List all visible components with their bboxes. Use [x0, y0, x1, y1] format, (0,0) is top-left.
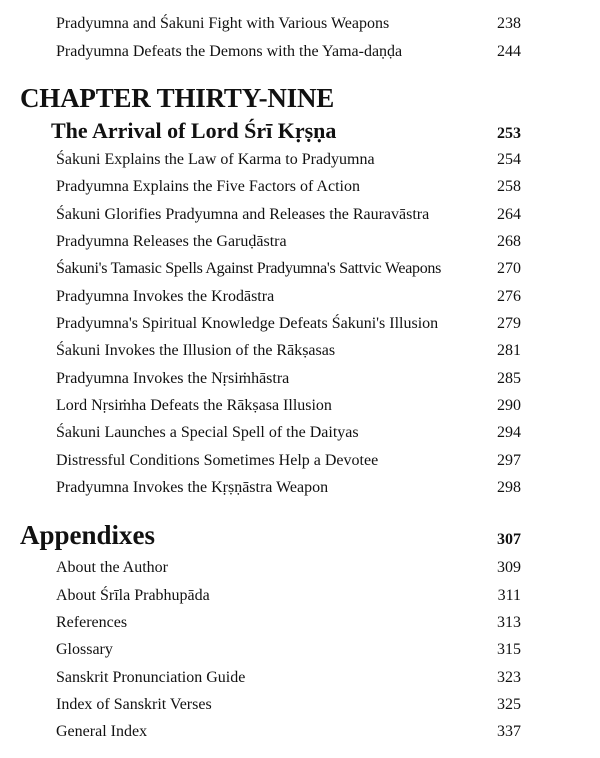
toc-entry-title: About Śrīla Prabhupāda: [56, 587, 210, 604]
toc-entry-title: Distressful Conditions Sometimes Help a Devotee: [56, 452, 379, 469]
toc-entry-title: Glossary: [56, 641, 113, 658]
toc-entry: [56, 586, 521, 606]
toc-entry-page: 323: [497, 669, 521, 686]
toc-entry-page: 264: [497, 206, 521, 223]
toc-entry-title: Index of Sanskrit Verses: [56, 696, 212, 713]
toc-entry-title: General Index: [56, 723, 148, 740]
toc-entry-page: 325: [497, 696, 521, 713]
toc-entry: [56, 205, 521, 225]
toc-entry: [56, 232, 521, 252]
toc-entry-page: 315: [497, 641, 521, 658]
toc-entry: [56, 423, 521, 443]
appendixes-heading-row: [20, 519, 521, 551]
toc-entry-page: 285: [497, 370, 521, 387]
toc-entry: [56, 150, 521, 170]
appendixes-page: 307: [497, 531, 521, 548]
toc-entry: [56, 42, 521, 62]
toc-entry-page: 313: [497, 614, 521, 631]
toc-entry-title: References: [56, 614, 128, 631]
toc-entry-page: 290: [497, 397, 521, 414]
chapter-title-row: [51, 117, 521, 145]
toc-entry-title: Śakuni Glorifies Pradyumna and Releases the Rauravāstra: [56, 206, 430, 223]
toc-entry: [56, 668, 521, 688]
toc-entry-page: 294: [497, 424, 521, 441]
toc-entry-title: Pradyumna Invokes the Nṛsiṁhāstra: [56, 370, 290, 387]
toc-entry: [56, 369, 521, 389]
toc-entry: [56, 14, 521, 34]
toc-entry-page: 258: [497, 178, 521, 195]
toc-entry-page: 238: [497, 15, 521, 32]
toc-entry-page: 337: [497, 723, 521, 740]
toc-entry-title: Pradyumna Explains the Five Factors of Action: [56, 178, 360, 195]
toc-entry-title: Śakuni's Tamasic Spells Against Pradyumna's Sattvic Weapons: [56, 260, 442, 277]
toc-entry-page: 298: [497, 479, 521, 496]
toc-entry-page: 244: [497, 43, 521, 60]
toc-entry: [56, 558, 521, 578]
toc-entry-title: Pradyumna Defeats the Demons with the Yama-daṇḍa: [56, 43, 403, 60]
toc-entry: [56, 259, 521, 279]
appendixes-title: Appendixes: [20, 520, 156, 550]
toc-entry-title: Pradyumna Invokes the Kṛṣṇāstra Weapon: [56, 479, 329, 496]
toc-entry-title: Pradyumna Invokes the Krodāstra: [56, 288, 275, 305]
chapter-heading: CHAPTER THIRTY-NINE: [20, 83, 335, 113]
toc-entry: [56, 451, 521, 471]
toc-entry: [56, 396, 521, 416]
toc-entry-title: Śakuni Launches a Special Spell of the Daityas: [56, 424, 359, 441]
toc-entry-title: Sanskrit Pronunciation Guide: [56, 669, 246, 686]
toc-entry-title: Śakuni Invokes the Illusion of the Rākṣasas: [56, 342, 336, 359]
toc-entry: [56, 695, 521, 715]
toc-entry-title: Śakuni Explains the Law of Karma to Pradyumna: [56, 151, 375, 168]
toc-entry-page: 281: [497, 342, 521, 359]
toc-entry: [56, 640, 521, 660]
toc-entry: [56, 722, 521, 742]
toc-entry-title: Pradyumna's Spiritual Knowledge Defeats Śakuni's Illusion: [56, 315, 439, 332]
chapter-page: 253: [497, 125, 521, 142]
toc-entry-page: 297: [497, 452, 521, 469]
toc-entry-title: Pradyumna Releases the Garuḍāstra: [56, 233, 287, 250]
toc-entry: [56, 478, 521, 498]
toc-entry-page: 276: [497, 288, 521, 305]
toc-entry-page: 270: [497, 260, 521, 277]
toc-entry: [56, 341, 521, 361]
toc-entry-page: 311: [497, 587, 521, 604]
toc-entry-title: Pradyumna and Śakuni Fight with Various Weapons: [56, 15, 390, 32]
toc-entry-page: 309: [497, 559, 521, 576]
toc-entry: [56, 613, 521, 633]
toc-entry-page: 279: [497, 315, 521, 332]
chapter-title: The Arrival of Lord Śrī Kṛṣṇa: [51, 118, 337, 143]
toc-entry-title: About the Author: [56, 559, 168, 576]
toc-entry-page: 254: [497, 151, 521, 168]
toc-entry: [56, 177, 521, 197]
toc-entry: [56, 287, 521, 307]
toc-entry-page: 268: [497, 233, 521, 250]
toc-entry-title: Lord Nṛsiṁha Defeats the Rākṣasa Illusion: [56, 397, 332, 414]
toc-entry: [56, 314, 521, 334]
